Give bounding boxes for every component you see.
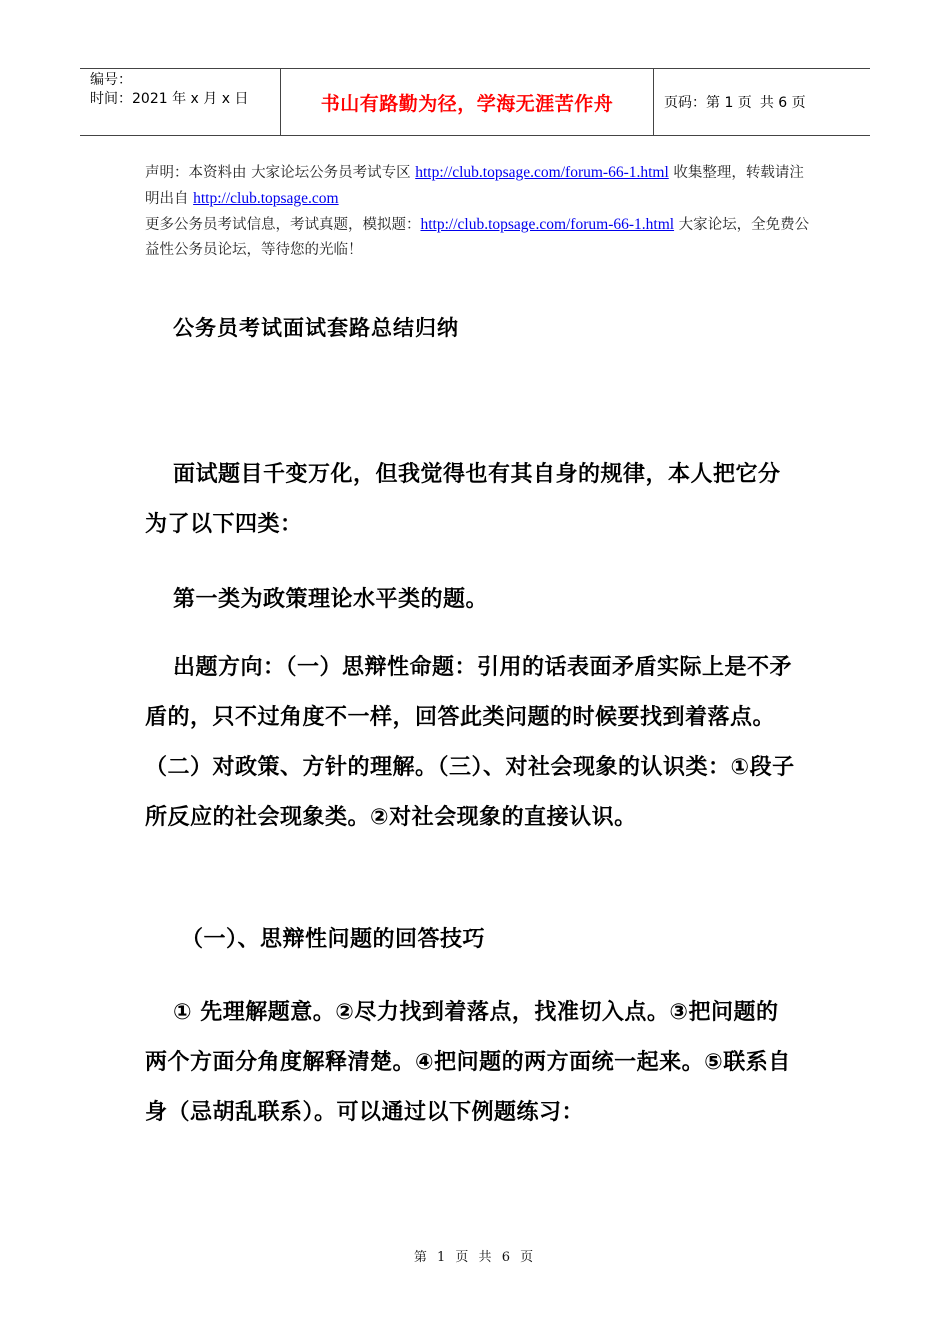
statement-suffix-2: 大家论坛，全免费公益性公务员论坛，等待您的光临！ [145, 217, 810, 258]
header-page-info [654, 69, 870, 135]
paragraph-subheading: （一）、思辩性问题的回答技巧 [181, 927, 486, 952]
time-label: 时间：2021 年 x 月 x 日 [90, 91, 249, 107]
forum-link-2[interactable]: http://club.topsage.com/forum-66-1.html [420, 216, 675, 233]
motto: 书山有路勤为径，学海无涯苦作舟 [320, 92, 614, 115]
statement-line-2 [145, 212, 813, 263]
paragraph-intro: 面试题目千变万化，但我觉得也有其自身的规律，本人把它分为了以下四类： [145, 462, 781, 537]
paragraph-directions: 出题方向：（一）思辩性命题：引用的话表面矛盾实际上是不矛盾的，只不过角度不一样，回答此类问题的时候要找到着落点。（二）对政策、方针的理解。（三）、对社会现象的认识类：①段子所反应的社会现象类。②对社会现象的直接认识。 [145, 655, 795, 830]
statement-suffix-1: 收集整理，转载请注明出自 [145, 165, 804, 207]
statement-prefix-2: 更多公务员考试信息，考试真题，模拟题： [145, 217, 421, 233]
forum-link[interactable]: http://club.topsage.com/forum-66-1.html [415, 164, 669, 181]
serial-label: 编号： [90, 72, 132, 88]
header-meta [80, 69, 281, 135]
site-link[interactable]: http://club.topsage.com [193, 190, 339, 207]
page-footer: 第 1 页 共 6 页 [413, 1250, 537, 1265]
page-label: 页码：第 1 页 [664, 95, 752, 111]
statement-prefix-1: 声明：本资料由 大家论坛公务员考试专区 [145, 165, 416, 181]
paragraph-techniques: ① 先理解题意。②尽力找到着落点，找准切入点。③把问题的两个方面分角度解释清楚。④把问题的两方面统一起来。⑤联系自身（忌胡乱联系）。可以通过以下例题练习： [145, 1000, 791, 1125]
header-motto-cell [281, 69, 654, 135]
document-title: 公务员考试面试套路总结归纳 [173, 316, 459, 340]
statement-block [145, 160, 813, 263]
statement-line-1 [145, 160, 813, 212]
total-label: 共 6 页 [759, 95, 806, 111]
page-header [80, 68, 870, 136]
paragraph-category-1: 第一类为政策理论水平类的题。 [173, 587, 489, 612]
